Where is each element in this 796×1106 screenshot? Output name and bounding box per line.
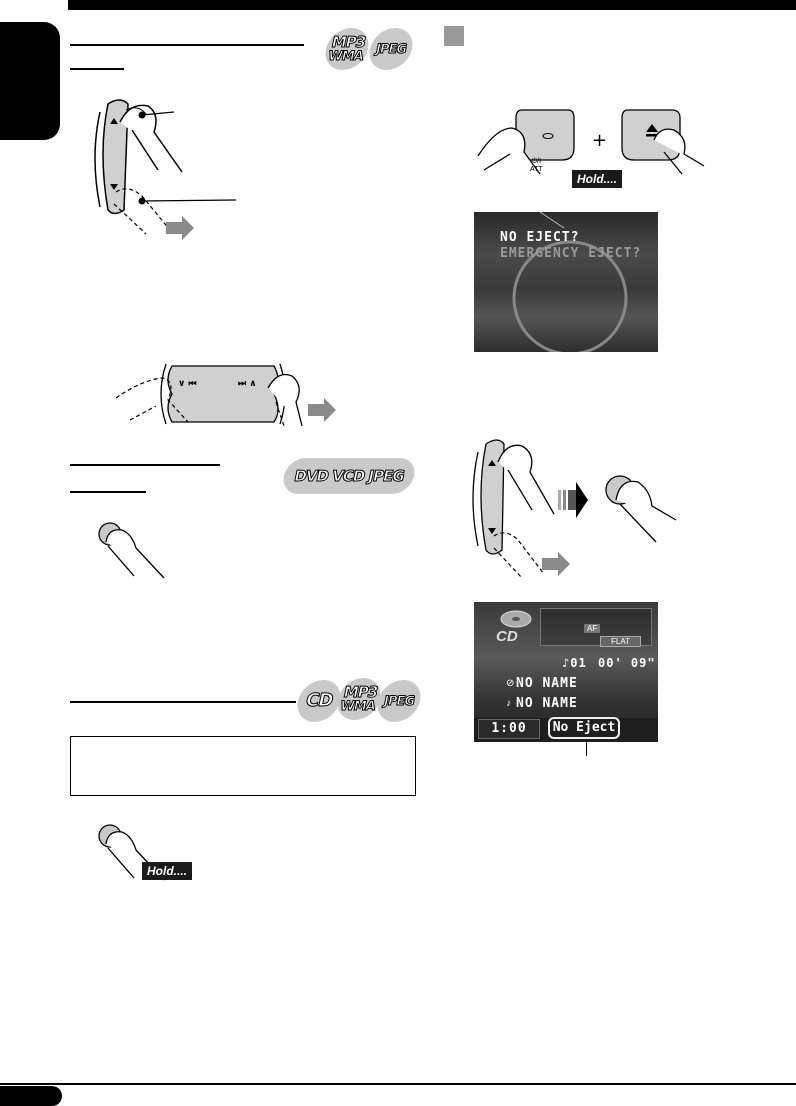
bottom-rule (0, 1083, 796, 1085)
select-confirm-illustration (470, 434, 690, 584)
jpeg-icon: JPEG (366, 28, 417, 70)
af-indicator: AF (584, 624, 600, 633)
language-side-tab (0, 22, 60, 140)
callout-line (586, 742, 587, 756)
clock: 1:00 (478, 719, 540, 739)
track-number: ♪01 (562, 656, 587, 670)
jpeg-icon: JPEG (366, 467, 406, 485)
dvd-icon: DVD (292, 467, 330, 485)
dvd-vcd-jpeg-icons (280, 458, 418, 494)
svg-text:+: + (592, 130, 608, 151)
section-heading-rule (70, 491, 146, 493)
disc-icon: ⊘ (506, 678, 515, 689)
round-button-press-illustration (92, 516, 172, 582)
eq-indicator: FLAT (600, 636, 641, 647)
disc-title: NO NAME (516, 676, 578, 691)
no-eject-option: NO EJECT? (500, 230, 580, 245)
mp3-wma-icon: MP3 WMA (334, 678, 385, 720)
no-eject-indicator: No Eject (548, 717, 620, 739)
up-down-press-illustration (90, 92, 250, 242)
top-bar (68, 0, 796, 10)
jpeg-icon: JPEG (374, 680, 425, 722)
vcd-icon: VCD (330, 467, 367, 485)
step-marker (444, 26, 464, 46)
cd-icon: CD (294, 680, 345, 722)
hold-label: Hold.... (572, 170, 622, 188)
emergency-eject-option: EMERGENCY EJECT? (500, 246, 642, 261)
prev-next-press-illustration (112, 360, 352, 430)
mp3-wma-icon: MP3 WMA (322, 28, 373, 70)
eject-confirm-screen (474, 212, 658, 352)
svg-text:∨ ⏮: ∨ ⏮ (178, 379, 197, 389)
note-box (70, 736, 416, 796)
cd-playback-screen (474, 602, 658, 742)
track-title: NO NAME (516, 696, 578, 711)
source-label: CD (496, 628, 518, 645)
section-heading-rule (70, 68, 124, 70)
section-heading-rule (70, 44, 304, 46)
section-heading-rule (70, 701, 296, 703)
elapsed-time: 00' 09" (598, 656, 656, 670)
hold-label: Hold.... (142, 862, 192, 880)
section-heading-rule (70, 464, 220, 466)
track-icon: ♪ (506, 698, 511, 709)
power-att-label: ⏻/I ATT (530, 158, 543, 173)
page-number-pill (0, 1086, 62, 1106)
svg-text:⏭ ∧: ⏭ ∧ (238, 379, 257, 389)
